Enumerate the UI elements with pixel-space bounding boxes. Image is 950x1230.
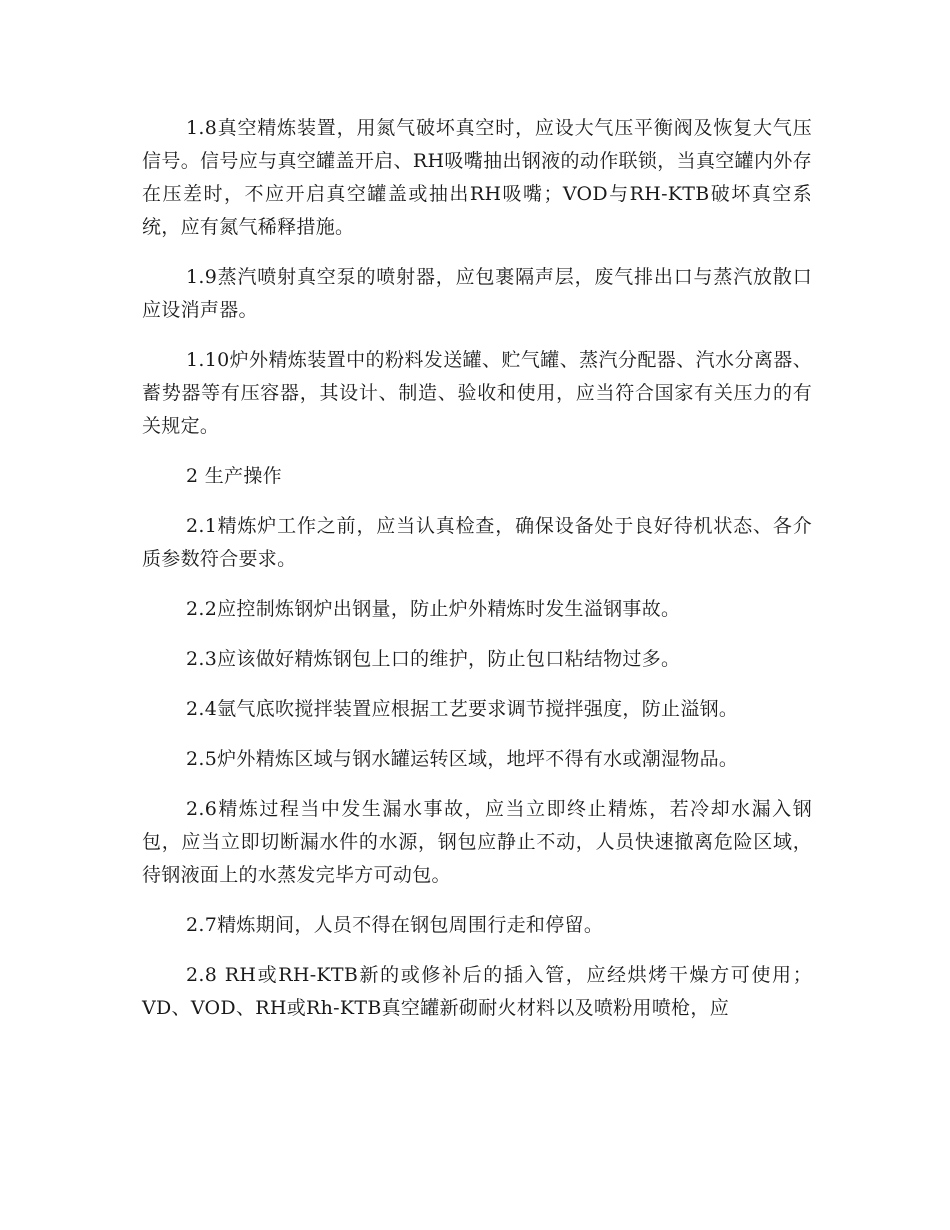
section-heading-2: 2 生产操作 xyxy=(186,465,282,487)
document-body xyxy=(142,112,812,1025)
paragraph-2-2: 2.2应控制炼钢炉出钢量，防止炉外精炼时发生溢钢事故。 xyxy=(186,598,681,620)
paragraph-2-3: 2.3应该做好精炼钢包上口的维护，防止包口粘结物过多。 xyxy=(186,648,681,670)
paragraph-2-7: 2.7精炼期间，人员不得在钢包周围行走和停留。 xyxy=(186,914,604,936)
paragraph-1-10: 1.10炉外精炼装置中的粉料发送罐、贮气罐、蒸汽分配器、汽水分离器、蓄势器等有压容器，其设计、制造、验收和使用，应当符合国家有关压力的有关规定。 xyxy=(142,349,812,437)
paragraph-2-6: 2.6精炼过程当中发生漏水事故，应当立即终止精炼，若冷却水漏入钢包，应当立即切断漏水件的水源，钢包应静止不动，人员快速撤离危险区域，待钢液面上的水蒸发完毕方可动包。 xyxy=(142,798,812,886)
paragraph-1-8: 1.8真空精炼装置，用氮气破坏真空时，应设大气压平衡阀及恢复大气压信号。信号应与真空罐盖开启、RH吸嘴抽出钢液的动作联锁，当真空罐内外存在压差时，不应开启真空罐盖或抽出RH吸嘴；VOD与RH-KTB破坏真空系统，应有氮气稀释措施。 xyxy=(142,117,812,238)
paragraph-2-4: 2.4氩气底吹搅拌装置应根据工艺要求调节搅拌强度，防止溢钢。 xyxy=(186,698,739,720)
paragraph-1-9: 1.9蒸汽喷射真空泵的喷射器，应包裹隔声层，废气排出口与蒸汽放散口应设消声器。 xyxy=(142,266,812,321)
paragraph-2-5: 2.5炉外精炼区域与钢水罐运转区域，地坪不得有水或潮湿物品。 xyxy=(186,748,739,770)
paragraph-2-1: 2.1精炼炉工作之前，应当认真检查，确保设备处于良好待机状态、各介质参数符合要求。 xyxy=(142,515,812,570)
paragraph-2-8: 2.8 RH或RH-KTB新的或修补后的插入管，应经烘烤干燥方可使用；VD、VOD、RH或Rh-KTB真空罐新砌耐火材料以及喷粉用喷枪，应 xyxy=(142,964,812,1019)
